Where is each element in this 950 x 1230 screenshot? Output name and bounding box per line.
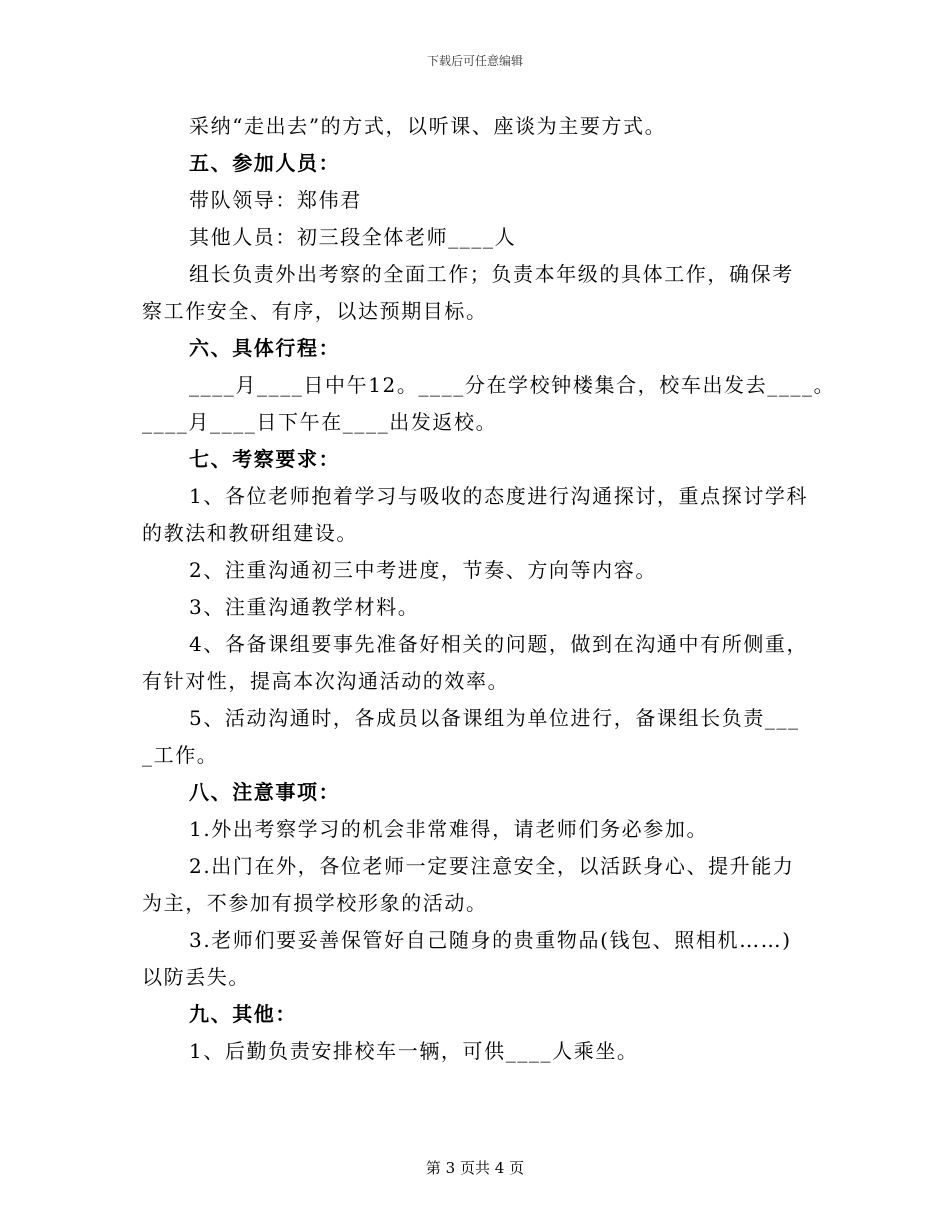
note-item-1: 1.外出考察学习的机会非常难得，请老师们务必参加。 [189, 817, 709, 841]
document-body [142, 108, 836, 1070]
section-heading-participants: 五、参加人员： [189, 151, 341, 175]
note-item-2: 2.出门在外，各位老师一定要注意安全，以活跃身心、提升能力为主，不参加有损学校形象的活动。 [142, 854, 795, 915]
other-item-1: 1、后勤负责安排校车一辆，可供____人乘坐。 [189, 1039, 639, 1063]
section-heading-other: 九、其他： [189, 1002, 297, 1026]
section-heading-notes: 八、注意事项： [189, 780, 341, 804]
requirement-item-1: 1、各位老师抱着学习与吸收的态度进行沟通探讨，重点探讨学科的教法和教研组建设。 [142, 484, 809, 545]
requirement-item-2: 2、注重沟通初三中考进度，节奏、方向等内容。 [189, 558, 657, 582]
paragraph-other-members: 其他人员：初三段全体老师____人 [189, 225, 517, 249]
requirement-item-5: 5、活动沟通时，各成员以备课组为单位进行，备课组长负责____工作。 [142, 706, 800, 767]
paragraph-team-lead-duty: 组长负责外出考察的全面工作；负责本年级的具体工作，确保考察工作安全、有序，以达预期目标。 [142, 262, 794, 323]
paragraph-return: ____月____日下午在____出发返校。 [142, 410, 498, 434]
paragraph-leader: 带队领导：郑伟君 [189, 188, 362, 212]
paragraph-method: 采纳“走出去”的方式，以听课、座谈为主要方式。 [189, 114, 667, 138]
page-header: 下载后可任意编辑 [426, 54, 523, 68]
paragraph-departure: ____月____日中午12。____分在学校钟楼集合，校车出发去____。 [189, 373, 836, 397]
section-heading-itinerary: 六、具体行程： [189, 336, 341, 360]
note-item-3: 3.老师们要妥善保管好自己随身的贵重物品(钱包、照相机……)以防丢失。 [142, 928, 792, 989]
page-footer: 第 3 页共 4 页 [425, 1159, 525, 1177]
requirement-item-4: 4、各备课组要事先准备好相关的问题，做到在沟通中有所侧重，有针对性，提高本次沟通活动的效率。 [142, 632, 809, 693]
requirement-item-3: 3、注重沟通教学材料。 [189, 595, 420, 619]
section-heading-requirements: 七、考察要求： [189, 447, 341, 471]
